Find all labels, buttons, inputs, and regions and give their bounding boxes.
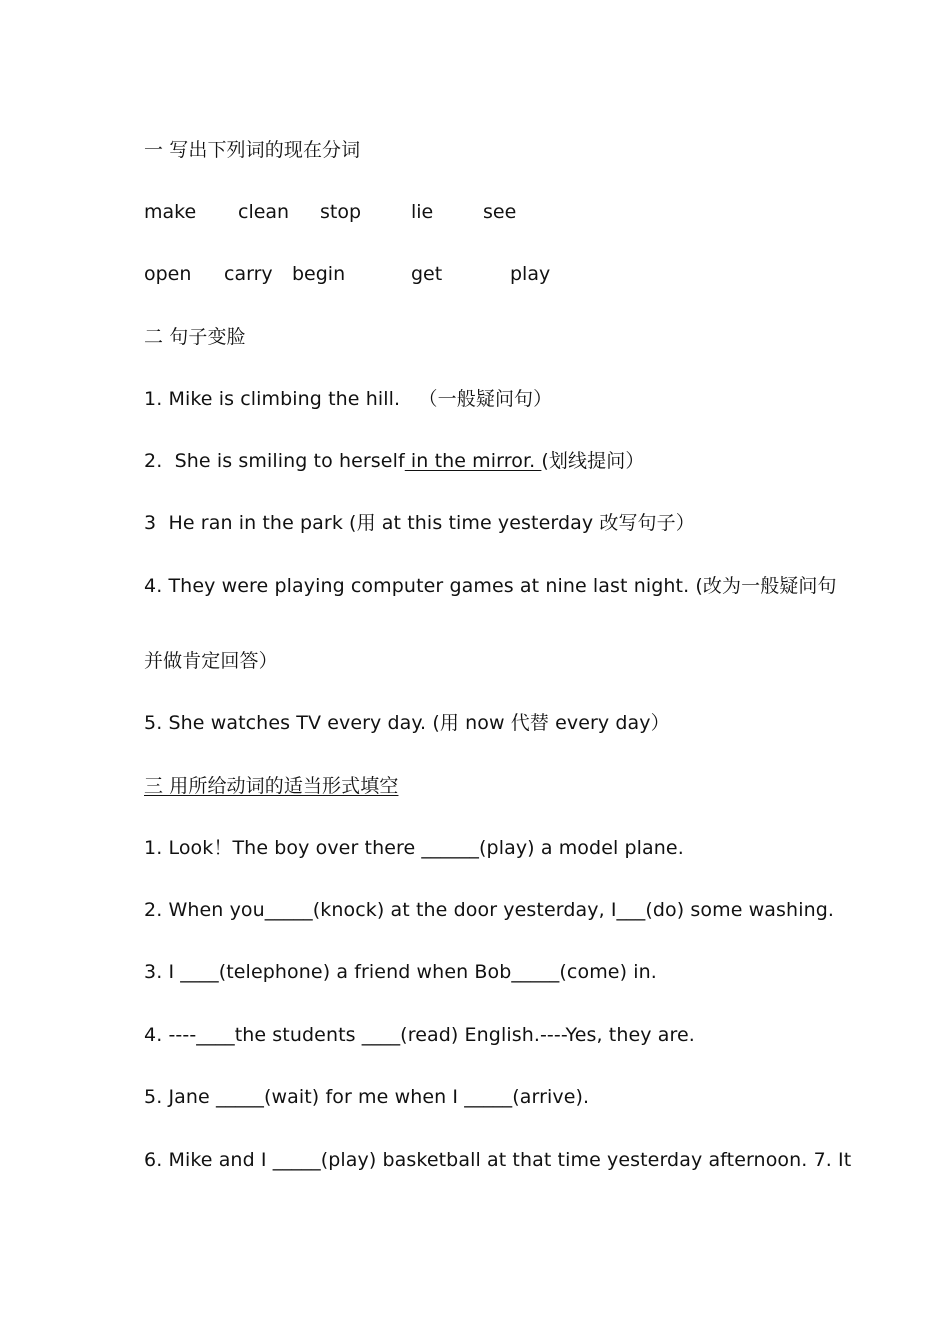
section3-item-3: 3. I ____(telephone) a friend when Bob_____(come) in. (144, 961, 657, 983)
section1-heading: 一 写出下列词的现在分词 (144, 139, 361, 161)
word-stop: stop (320, 201, 362, 223)
word-begin: begin (292, 263, 346, 285)
q2-underlined-phrase: in the mirror. (404, 450, 542, 472)
section2-question-2 (144, 448, 644, 474)
word-get: get (411, 263, 443, 285)
section3-item-2: 2. When you_____(knock) at the door yesterday, I___(do) some washing. (144, 899, 835, 921)
section3-item-5: 5. Jane _____(wait) for me when I _____(arrive). (144, 1086, 590, 1108)
word-open: open (144, 263, 192, 285)
q2-text: 2. She is smiling to herself (144, 450, 405, 472)
section2-question-3: 3 He ran in the park (用 at this time yesterday 改写句子） (144, 512, 695, 534)
section3-heading: 三 用所给动词的适当形式填空 (144, 775, 399, 797)
word-clean: clean (238, 201, 290, 223)
word-play: play (510, 263, 551, 285)
section2-question-4-line2: 并做肯定回答） (144, 650, 278, 672)
section2-question-4-line1: 4. They were playing computer games at nine last night. (改为一般疑问句 (144, 575, 837, 597)
section2-heading: 二 句子变脸 (144, 326, 246, 348)
section2-question-1: 1. Mike is climbing the hill. （一般疑问句） (144, 388, 553, 410)
section3-item-4: 4. ----____the students ____(read) English.----Yes, they are. (144, 1024, 695, 1046)
section3-item-1: 1. Look！The boy over there ______(play) a model plane. (144, 837, 684, 859)
word-see: see (483, 201, 517, 223)
q2-instruction: (划线提问） (541, 450, 645, 472)
word-carry: carry (224, 263, 273, 285)
word-make: make (144, 201, 197, 223)
section2-question-5: 5. She watches TV every day. (用 now 代替 every day） (144, 712, 670, 734)
word-lie: lie (411, 201, 434, 223)
section3-item-6: 6. Mike and I _____(play) basketball at that time yesterday afternoon. 7. It (144, 1149, 852, 1171)
